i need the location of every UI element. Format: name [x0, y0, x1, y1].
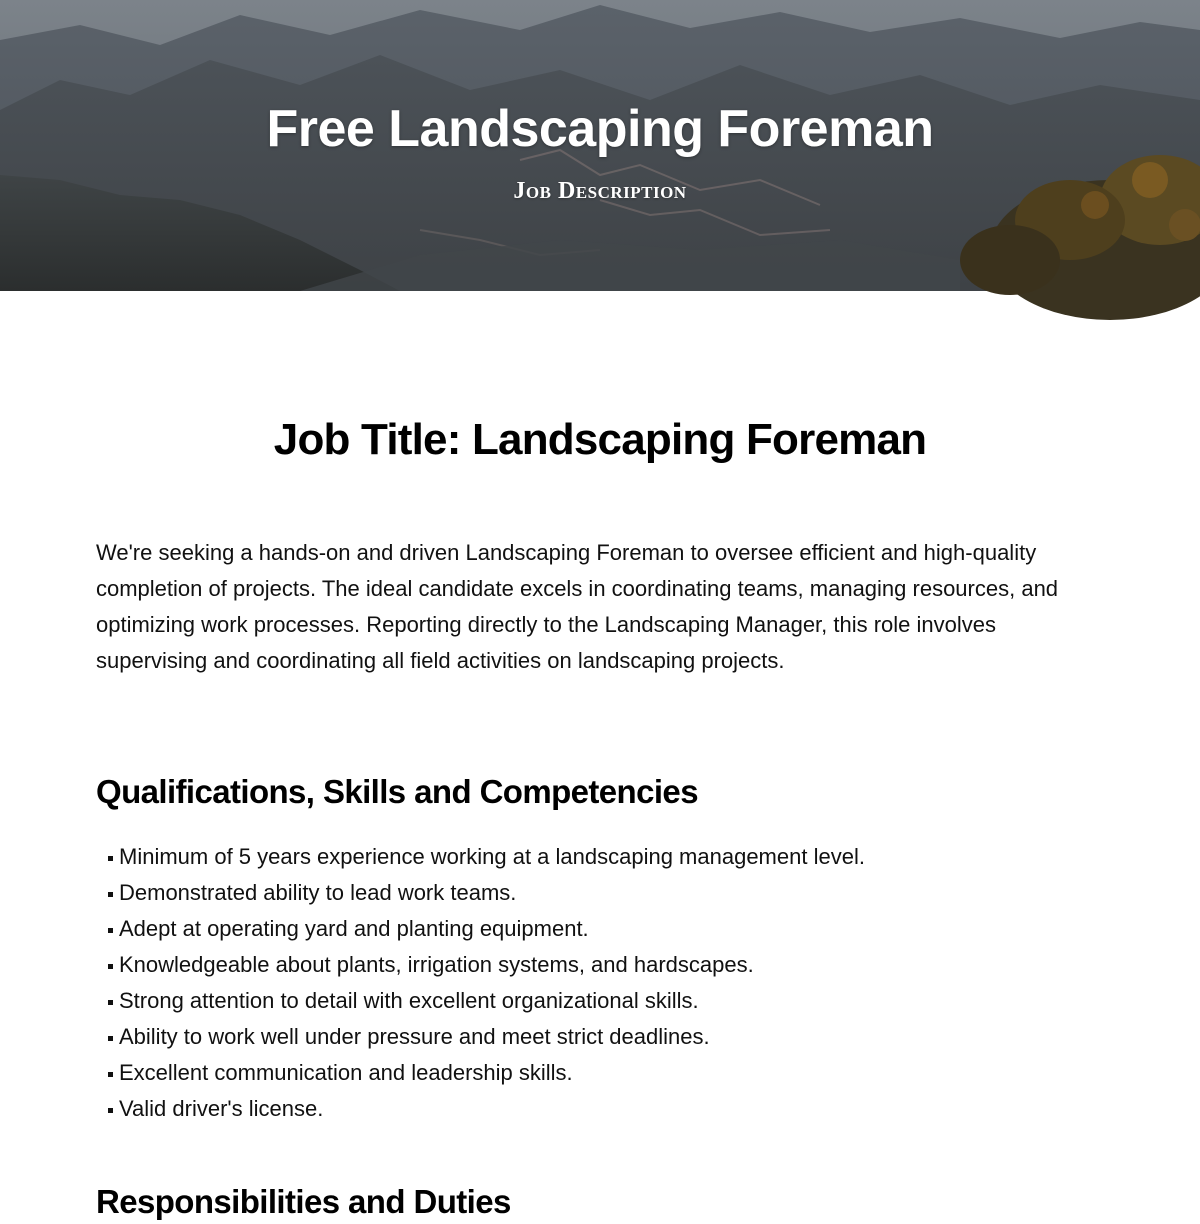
list-item: [108, 839, 865, 875]
list-item: [108, 983, 865, 1019]
responsibilities-heading: Responsibilities and Duties: [96, 1183, 511, 1220]
bullet-icon: [108, 892, 113, 897]
list-item-text: Ability to work well under pressure and meet strict deadlines.: [119, 1024, 710, 1049]
bullet-icon: [108, 1072, 113, 1077]
list-item-text: Demonstrated ability to lead work teams.: [119, 880, 517, 905]
bullet-icon: [108, 928, 113, 933]
header-banner: [0, 0, 1200, 291]
list-item: [108, 875, 865, 911]
list-item-text: Strong attention to detail with excellent organizational skills.: [119, 988, 699, 1013]
list-item: [108, 947, 865, 983]
list-item: [108, 1091, 865, 1127]
qualifications-heading: Qualifications, Skills and Competencies: [96, 773, 698, 810]
bullet-icon: [108, 1108, 113, 1113]
list-item-text: Adept at operating yard and planting equipment.: [119, 916, 589, 941]
bullet-icon: [108, 856, 113, 861]
list-item-text: Excellent communication and leadership skills.: [119, 1060, 573, 1085]
list-item-text: Valid driver's license.: [119, 1096, 324, 1121]
list-item: [108, 1019, 865, 1055]
qualifications-list: [108, 839, 865, 1127]
banner-title: Free Landscaping Foreman: [266, 100, 934, 158]
bullet-icon: [108, 1000, 113, 1005]
banner-subtitle: Job Description: [513, 178, 687, 204]
job-title-heading: Job Title: Landscaping Foreman: [273, 415, 927, 464]
bullet-icon: [108, 1036, 113, 1041]
list-item: [108, 911, 865, 947]
intro-paragraph: We're seeking a hands-on and driven Landscaping Foreman to oversee efficient and high-quality completion of projects. The ideal candidate excels in coordinating teams, managing resources, and optimizing work processes. Reporting directly to the Landscaping Manager, this role involves supervising and coordinating all field activities on landscaping projects.: [96, 540, 1059, 673]
list-item-text: Minimum of 5 years experience working at a landscaping management level.: [119, 844, 865, 869]
list-item-text: Knowledgeable about plants, irrigation systems, and hardscapes.: [119, 952, 754, 977]
bullet-icon: [108, 964, 113, 969]
list-item: [108, 1055, 865, 1091]
